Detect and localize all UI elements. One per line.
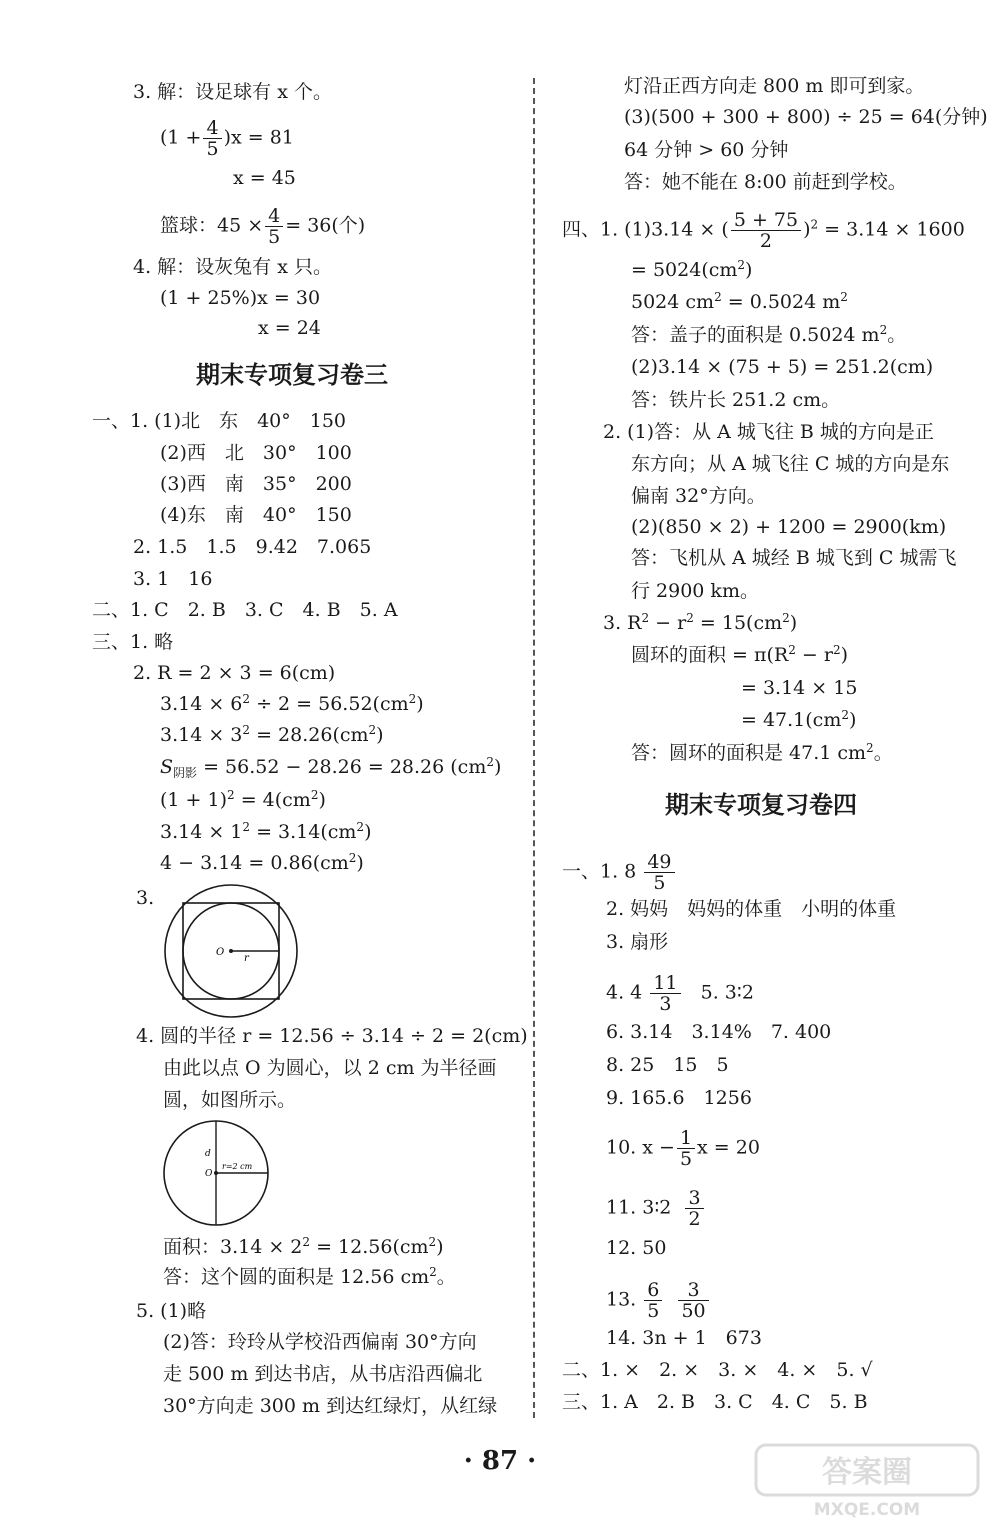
denominator: 5: [268, 226, 281, 248]
watermark-url: MXQE.COM: [813, 1500, 921, 1520]
center-label: O: [205, 1169, 213, 1179]
equation-line: [163, 1265, 456, 1289]
text-line: 。: [887, 324, 907, 346]
superscript: 2: [429, 1265, 437, 1279]
text-line: 4. 解：设灰兔有 x 只。: [133, 256, 332, 278]
equation-line: [160, 692, 424, 716]
text-line: ): [356, 852, 364, 874]
text-line: 13.: [606, 1288, 637, 1311]
superscript: 2: [832, 643, 841, 657]
text-line: 3.: [136, 887, 155, 909]
text-line: ): [364, 821, 372, 843]
text-line: 2. R = 2 × 3 = 6(cm): [133, 662, 336, 684]
equation-line: [562, 852, 677, 893]
radius-label: r: [244, 953, 249, 964]
equation-line: [562, 210, 965, 251]
text-line: ): [803, 218, 811, 241]
equation-line: [741, 708, 856, 732]
equation-line: [163, 1235, 444, 1259]
text-line: 答：飞机从 A 城经 B 城飞到 C 城需飞: [631, 547, 957, 569]
superscript: 2: [810, 217, 819, 232]
fraction: [203, 118, 221, 159]
text-line: 一、1. 8: [562, 860, 637, 883]
text-line: (1 + 25%)x = 30: [160, 287, 321, 309]
text-line: 8. 25 15 5: [606, 1054, 729, 1076]
text-line: 四、1. (1)3.14 × (: [562, 218, 729, 241]
equation-line: [631, 741, 893, 765]
text-line: 三、1. A 2. B 3. C 4. C 5. B: [562, 1391, 868, 1413]
text-line: (4)东 南 40° 150: [160, 504, 352, 526]
superscript: 2: [714, 290, 722, 304]
text-line: (1 + 1): [160, 789, 228, 811]
superscript: 2: [242, 692, 251, 706]
text-line: S: [160, 756, 174, 778]
text-line: ÷ 2 = 56.52(cm: [250, 693, 409, 715]
text-line: 3. 解：设足球有 x 个。: [133, 81, 332, 103]
text-line: 64 分钟 > 60 分钟: [624, 139, 789, 161]
text-line: (2)西 北 30° 100: [160, 442, 352, 464]
text-line: 30°方向走 300 m 到达红绿灯，从红绿: [163, 1395, 498, 1417]
text-line: 三、1. 略: [92, 631, 174, 653]
superscript: 2: [310, 788, 319, 802]
superscript: 2: [641, 611, 650, 625]
text-line: ): [376, 724, 384, 746]
superscript: 2: [348, 851, 357, 865]
text-line: ): [789, 612, 798, 634]
text-line: 答：铁片长 251.2 cm。: [631, 389, 841, 411]
text-line: 4. 4: [606, 981, 643, 1004]
equation-line: [606, 973, 754, 1014]
text-line: 5. 3∶2: [700, 981, 754, 1004]
text-line: (3)(500 + 300 + 800) ÷ 25 = 64(分钟): [624, 106, 988, 128]
section-title: 期末专项复习卷四: [665, 791, 857, 819]
equation-line: [160, 788, 326, 812]
center-point: [214, 1171, 218, 1175]
text-line: 走 500 m 到达书店，从书店沿西偏北: [163, 1363, 483, 1385]
text-line: 3. 1 16: [133, 568, 213, 590]
text-line: = 36(个): [285, 214, 366, 237]
text-line: ): [318, 789, 326, 811]
text-line: 5. (1)略: [136, 1300, 207, 1322]
text-line: 11. 3∶2: [606, 1196, 672, 1219]
text-line: 3. R: [603, 612, 642, 634]
text-line: 5024 cm: [631, 291, 715, 313]
text-line: 4 − 3.14 = 0.86(cm: [160, 852, 349, 874]
superscript: 2: [486, 755, 494, 769]
text-line: 10. x −: [606, 1136, 675, 1159]
superscript: 2: [782, 611, 790, 625]
text-line: 。: [436, 1266, 456, 1288]
text-line: = 3.14 × 15: [741, 677, 858, 699]
text-line: ): [493, 756, 502, 778]
text-line: 由此以点 O 为圆心，以 2 cm 为半径画: [163, 1057, 497, 1079]
numerator: 3: [685, 1188, 703, 1209]
text-line: (2)答：玲玲从学校沿西偏南 30°方向: [163, 1331, 477, 1353]
equation-line: [606, 1128, 760, 1169]
text-line: 3.14 × 3: [160, 724, 243, 746]
text-line: 圆，如图所示。: [163, 1089, 297, 1111]
text-line: 答：这个圆的面积是 12.56 cm: [163, 1266, 430, 1288]
superscript: 2: [242, 723, 251, 737]
subscript: 阴影: [173, 766, 198, 780]
center-label: O: [216, 947, 225, 958]
denominator: 5: [206, 138, 219, 160]
equation-line: [160, 118, 294, 159]
text-line: 2. (1)答：从 A 城飞往 B 城的方向是正: [603, 421, 934, 443]
numerator: 6: [644, 1280, 662, 1301]
text-line: 篮球：45 ×: [160, 214, 264, 237]
fraction: [678, 1280, 708, 1321]
text-line: − r: [795, 644, 833, 666]
fraction: [644, 852, 674, 893]
text-line: = 15(cm: [693, 612, 783, 634]
text-line: = 28.26(cm: [250, 724, 369, 746]
text-line: (2)3.14 × (75 + 5) = 251.2(cm): [631, 356, 934, 378]
fraction: [685, 1188, 703, 1229]
text-line: = 5024(cm: [631, 259, 738, 281]
equation-line: [160, 820, 371, 844]
text-line: 答：圆环的面积是 47.1 cm: [631, 742, 867, 764]
circle-square-figure: [158, 882, 306, 1020]
page-number: · 87 ·: [463, 1446, 537, 1476]
text-line: 2. 妈妈 妈妈的体重 小明的体重: [606, 898, 897, 920]
superscript: 2: [737, 258, 746, 272]
equation-line: [631, 323, 906, 347]
equation-line: [606, 1280, 711, 1321]
numerator: 11: [650, 973, 680, 994]
text-line: 14. 3n + 1 673: [606, 1327, 762, 1349]
text-line: 9. 165.6 1256: [606, 1087, 752, 1109]
text-line: 12. 50: [606, 1237, 667, 1259]
text-line: 东方向；从 A 城飞往 C 城的方向是东: [631, 453, 950, 475]
text-line: = 12.56(cm: [310, 1236, 429, 1258]
text-line: 答：她不能在 8:00 前赶到学校。: [624, 171, 907, 193]
equation-line: [160, 723, 384, 747]
numerator: 49: [644, 852, 674, 873]
superscript: 2: [408, 692, 417, 706]
text-line: )x = 81: [223, 126, 294, 149]
text-line: 面积：3.14 × 2: [163, 1236, 303, 1258]
text-line: (1 +: [160, 126, 202, 149]
numerator: 1: [677, 1128, 695, 1149]
superscript: 2: [428, 1235, 437, 1249]
text-line: 答：盖子的面积是 0.5024 m: [631, 324, 880, 346]
text-line: − r: [649, 612, 687, 634]
text-line: ): [745, 259, 753, 281]
fraction: [731, 210, 801, 251]
denominator: 5: [679, 1148, 693, 1170]
superscript: 2: [879, 323, 888, 337]
text-line: x = 24: [258, 317, 321, 339]
text-line: ): [416, 693, 424, 715]
fraction: [644, 1280, 662, 1321]
equation-line: [603, 611, 797, 635]
equation-line: [631, 258, 752, 282]
radius-label: r=2 cm: [222, 1162, 253, 1171]
text-line: = 3.14(cm: [250, 821, 357, 843]
watermark-text: 答案圈: [822, 1455, 912, 1490]
text-line: (2)(850 × 2) + 1200 = 2900(km): [631, 516, 947, 538]
text-line: 二、1. C 2. B 3. C 4. B 5. A: [92, 599, 398, 621]
denominator: 3: [659, 993, 672, 1015]
text-line: 偏南 32°方向。: [631, 485, 766, 507]
superscript: 2: [356, 820, 365, 834]
equation-line: [606, 1188, 706, 1229]
text-line: 4. 圆的半径 r = 12.56 ÷ 3.14 ÷ 2 = 2(cm): [136, 1025, 528, 1047]
text-line: x = 20: [697, 1136, 760, 1159]
text-line: 6. 3.14 3.14% 7. 400: [606, 1021, 832, 1043]
text-line: 3. 扇形: [606, 931, 669, 953]
superscript: 2: [302, 1235, 311, 1249]
superscript: 2: [368, 723, 377, 737]
numerator: 4: [203, 118, 221, 139]
text-line: = 4(cm: [234, 789, 311, 811]
fraction: [650, 973, 680, 1014]
text-line: = 56.52 − 28.26 = 28.26 (cm: [197, 756, 487, 778]
column-divider: [533, 78, 535, 1418]
text-line: 二、1. × 2. × 3. × 4. × 5. √: [562, 1359, 873, 1381]
text-line: (3)西 南 35° 200: [160, 473, 352, 495]
text-line: 3.14 × 1: [160, 821, 243, 843]
fraction: [265, 206, 283, 247]
text-line: ): [848, 709, 857, 731]
text-line: = 0.5024 m: [721, 291, 841, 313]
numerator: 5 + 75: [731, 210, 801, 231]
text-line: x = 45: [233, 167, 296, 189]
text-line: = 3.14 × 1600: [818, 218, 965, 241]
text-line: ): [436, 1236, 444, 1258]
equation-line: [631, 290, 848, 314]
text-line: = 47.1(cm: [741, 709, 842, 731]
superscript: 2: [788, 643, 796, 657]
denominator: 5: [653, 872, 666, 894]
text-line: 。: [873, 742, 893, 764]
equation-line: [631, 643, 848, 667]
superscript: 2: [841, 708, 849, 722]
superscript: 2: [840, 290, 848, 304]
equation-line: [160, 851, 364, 875]
denominator: 5: [647, 1300, 660, 1322]
superscript: 2: [242, 820, 251, 834]
text-line: 2. 1.5 1.5 9.42 7.065: [133, 536, 372, 558]
text-line: 3.14 × 6: [160, 693, 243, 715]
text-line: ): [840, 644, 849, 666]
diameter-label: d: [205, 1149, 211, 1159]
center-point: [229, 949, 233, 953]
numerator: 4: [265, 206, 283, 227]
text-line: 一、1. (1)北 东 40° 150: [92, 410, 347, 432]
section-title: 期末专项复习卷三: [196, 361, 388, 389]
equation-line: [160, 206, 365, 247]
equation-line: [160, 755, 501, 779]
denominator: 50: [681, 1300, 706, 1322]
fraction: [677, 1128, 695, 1169]
text-line: 行 2900 km。: [631, 580, 759, 602]
denominator: 2: [759, 230, 772, 252]
watermark-logo: [752, 1441, 982, 1521]
superscript: 2: [686, 611, 694, 625]
superscript: 2: [866, 741, 874, 755]
numerator: 3: [678, 1280, 708, 1301]
text-line: 圆环的面积 = π(R: [631, 644, 789, 666]
superscript: 2: [227, 788, 235, 802]
denominator: 2: [688, 1208, 701, 1230]
circle-radius-figure: [160, 1118, 280, 1230]
text-line: 灯沿正西方向走 800 m 即可到家。: [624, 75, 925, 97]
